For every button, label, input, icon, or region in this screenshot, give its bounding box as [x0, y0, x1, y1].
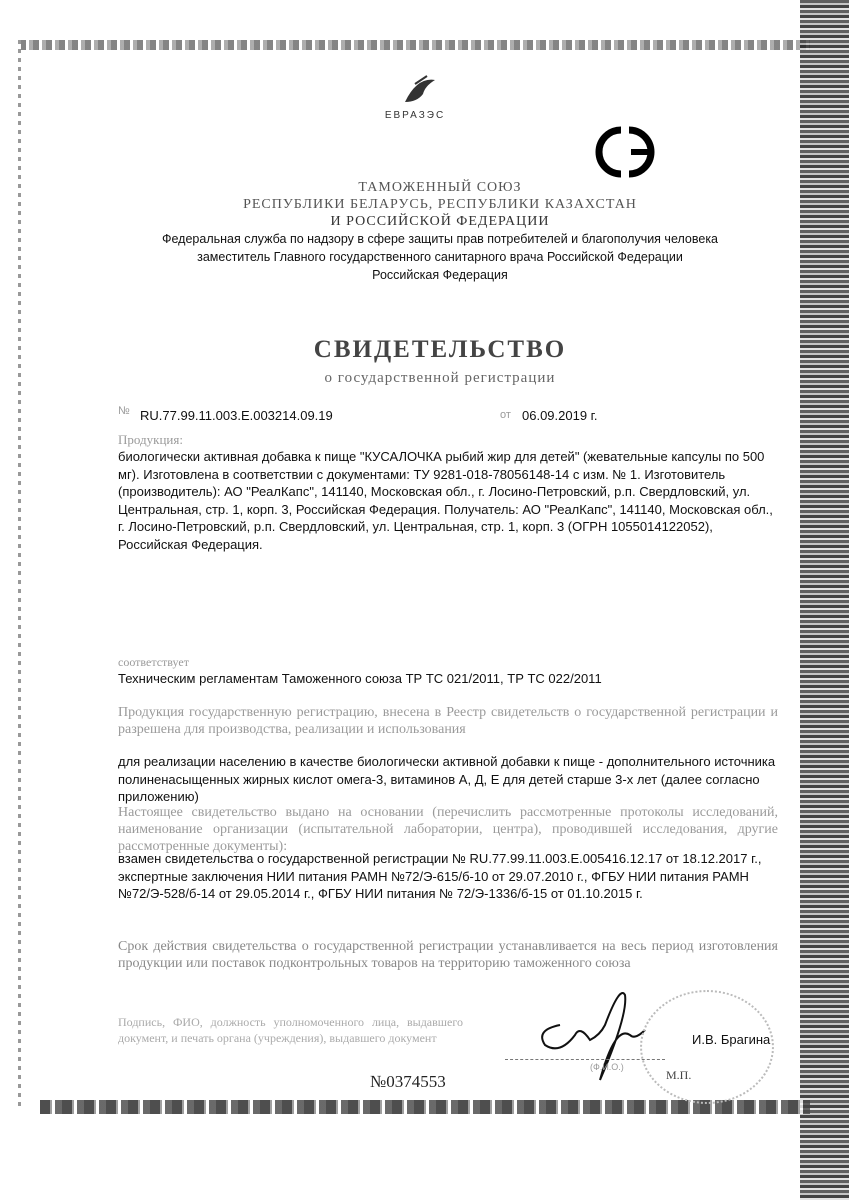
- scan-edge-left: [18, 40, 21, 1110]
- authority-line-1: Федеральная служба по надзору в сфере защиты прав потребителей и благополучия человека: [161, 232, 719, 246]
- eurasec-emblem-icon: [395, 72, 445, 112]
- product-description: биологически активная добавка к пище "КУСАЛОЧКА рыбий жир для детей" (жевательные капсулы по 500 мг). Изготовлена в соответствии с документами: ТУ 9281-018-78056148-14 с изм. № 1. Изготовитель (производитель): АО "РеалКапс", 141140, Московская обл., г. Лосино-Петровский, р.п. Свердловский, ул. Центральная, стр. 1, корп. 3, Российская Федерация. Получатель: АО "РеалКапс", 141140, Московская обл., г. Лосино-Петровский, р.п. Свердловский, ул. Центральная, стр. 1, корп. 3 (ОГРН 1055014122052), Российская Федерация.: [118, 449, 773, 552]
- fio-caption: (Ф.И.О.): [590, 1062, 624, 1072]
- registration-number-label: №: [118, 405, 130, 417]
- registry-label: Продукция государственную регистрацию, внесена в Реестр свидетельств о государственной регистрации и разрешена для производства, реализации и использования: [118, 705, 778, 737]
- signature-label: Подпись, ФИО, должность уполномоченного лица, выдавшего документ, и печать органа (учреждения), выдавшего документ: [118, 1015, 463, 1045]
- scan-edge-right: [800, 0, 849, 1200]
- scan-edge-top: [20, 40, 810, 50]
- conformity-label: соответствует: [118, 655, 189, 669]
- validity-statement: Срок действия свидетельства о государственной регистрации устанавливается на весь период изготовления продукции или поставок подконтрольных товаров на территорию таможенного союза: [118, 939, 778, 971]
- registration-number: RU.77.99.11.003.E.003214.09.19: [140, 408, 333, 423]
- authority-line-3: Российская Федерация: [372, 268, 508, 282]
- registration-date: 06.09.2019 г.: [522, 408, 598, 423]
- signatory-name: И.В. Брагина: [692, 1032, 771, 1047]
- document-title: СВИДЕТЕЛЬСТВО: [313, 336, 567, 363]
- document-subtitle: о государственной регистрации: [324, 370, 556, 386]
- form-serial-number: №0374553: [370, 1072, 446, 1091]
- official-seal: [640, 990, 774, 1104]
- authority-line-2: заместитель Главного государственного санитарного врача Российской Федерации: [197, 250, 683, 264]
- union-line-3: И РОССИЙСКОЙ ФЕДЕРАЦИИ: [330, 214, 550, 229]
- union-line-2: РЕСПУБЛИКИ БЕЛАРУСЬ, РЕСПУБЛИКИ КАЗАХСТАН: [243, 197, 637, 212]
- stamp-caption: М.П.: [666, 1068, 692, 1082]
- conformity-regulations: Техническим регламентам Таможенного союза ТР ТС 021/2011, ТР ТС 022/2011: [118, 671, 602, 686]
- union-line-1: ТАМОЖЕННЫЙ СОЮЗ: [358, 180, 522, 195]
- emblem-caption: ЕВРАЗЭС: [384, 110, 446, 121]
- basis-label: Настоящее свидетельство выдано на основании (перечислить рассмотренные протоколы исследований, наименование организации (испытательной лаборатории, центра), проводившей исследования, другие рассмотренные документы):: [118, 805, 778, 854]
- registration-date-label: от: [500, 409, 511, 421]
- product-label: Продукция:: [118, 432, 183, 447]
- eac-conformity-mark-icon: [585, 122, 665, 182]
- basis-documents: взамен свидетельства о государственной регистрации № RU.77.99.11.003.E.005416.12.17 от 18.12.2017 г., экспертные заключения НИИ питания РАМН №72/Э-615/б-10 от 29.07.2010 г., ФГБУ НИИ питания РАМН №72/Э-528/б-14 от 29.05.2014 г., ФГБУ НИИ питания № 72/Э-1336/б-15 от 01.10.2015 г.: [118, 851, 762, 901]
- registry-purpose: для реализации населению в качестве биологически активной добавки к пище - дополнительного источника полиненасыщенных жирных кислот омега-3, витаминов А, Д, Е для детей старше 3-х лет (далее согласно приложению): [118, 754, 776, 804]
